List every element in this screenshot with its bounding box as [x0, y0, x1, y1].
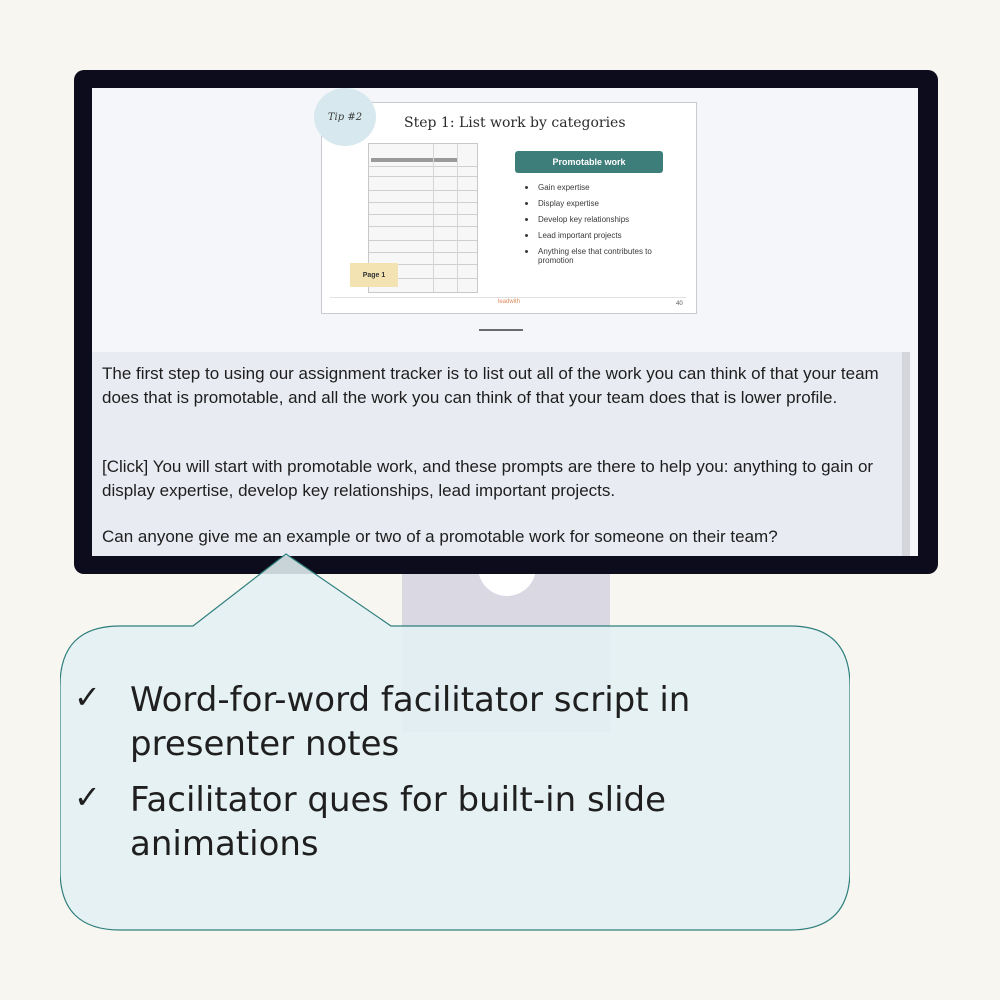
pane-resize-handle[interactable] [479, 329, 523, 331]
bullet-item: Anything else that contributes to promotion [524, 247, 674, 265]
worksheet-line [369, 202, 477, 203]
page-tag: Page 1 [350, 263, 398, 287]
worksheet-line [369, 190, 477, 191]
worksheet-column [457, 144, 458, 292]
feature-callout [60, 552, 850, 932]
promotable-work-button[interactable]: Promotable work [515, 151, 663, 173]
promotable-bullet-list [524, 183, 674, 272]
bullet-item: Gain expertise [524, 183, 674, 192]
bullet-item: Develop key relationships [524, 215, 674, 224]
presenter-notes-panel[interactable] [92, 352, 910, 556]
slide-preview[interactable] [321, 102, 697, 314]
bullet-item: Lead important projects [524, 231, 674, 240]
worksheet-line [369, 176, 477, 177]
notes-paragraph: The first step to using our assignment tracker is to list out all of the work you can think of that your team does that is promotable, and all the work you can think of that your team does that is lower profile. [102, 364, 879, 407]
slide-number: 40 [676, 301, 683, 307]
worksheet-line [369, 166, 477, 167]
leadwith-logo: leadwith [498, 299, 521, 305]
worksheet-line [369, 214, 477, 215]
slide-title: Step 1: List work by categories [404, 115, 626, 131]
checkmark-icon: ✓ [74, 678, 101, 716]
worksheet-line [369, 240, 477, 241]
feature-item [74, 678, 770, 766]
slide-footer-divider [330, 297, 686, 298]
feature-item [74, 778, 770, 866]
worksheet-header-bar [371, 158, 457, 162]
feature-text: Facilitator ques for built-in slide animations [130, 780, 667, 864]
presenter-screen [92, 88, 918, 556]
checkmark-icon: ✓ [74, 778, 101, 816]
worksheet-line [369, 252, 477, 253]
monitor [74, 70, 938, 574]
feature-text: Word-for-word facilitator script in presenter notes [130, 680, 691, 764]
worksheet-line [369, 226, 477, 227]
notes-scrollbar[interactable] [902, 352, 910, 556]
worksheet-column [433, 144, 434, 292]
tip-badge: Tip #2 [314, 88, 376, 146]
notes-paragraph: Can anyone give me an example or two of a promotable work for someone on their team? [102, 527, 778, 546]
notes-paragraph: [Click] You will start with promotable work, and these prompts are there to help you: anything to gain or display expertise, develop key relationships, lead important projects. [102, 457, 874, 500]
bullet-item: Display expertise [524, 199, 674, 208]
